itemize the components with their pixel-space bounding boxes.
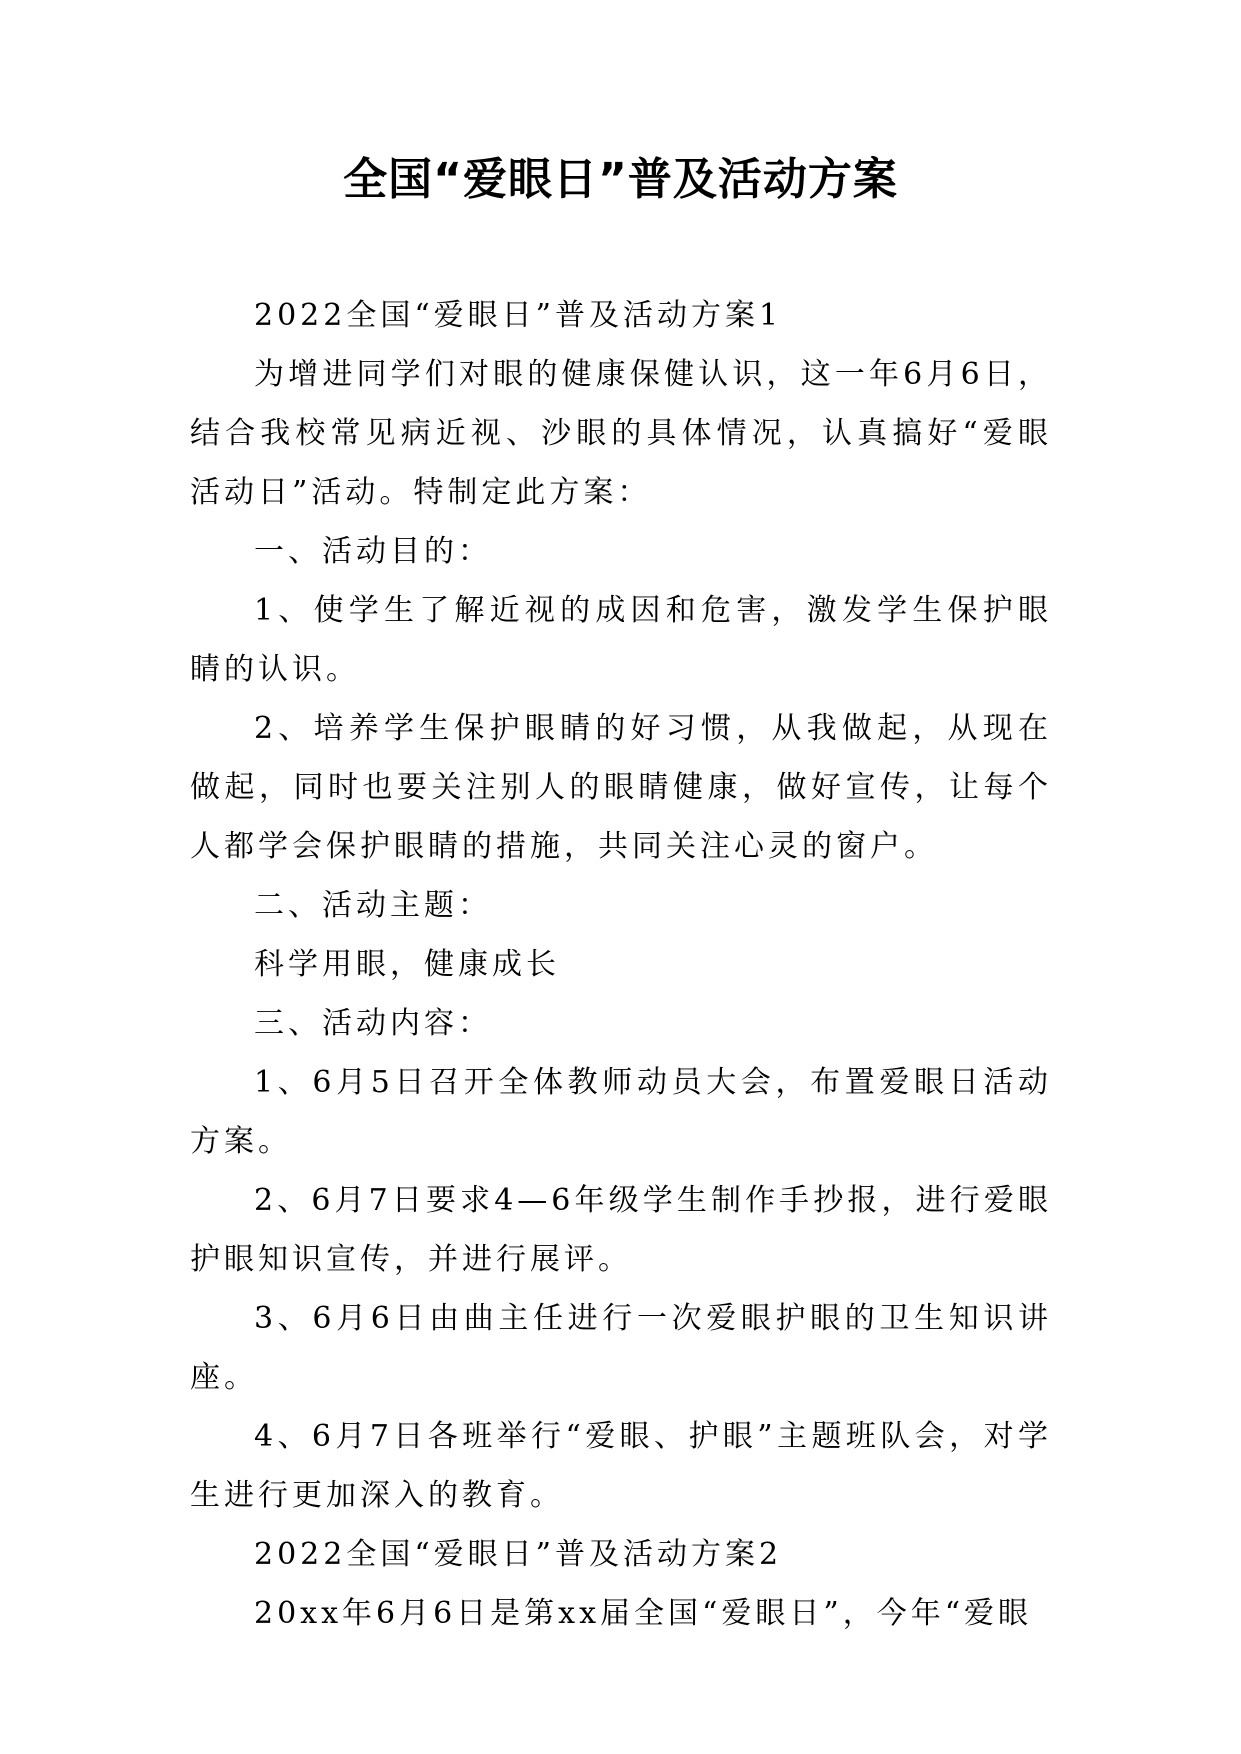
section-2-paragraph: 20xx年6月6日是第xx届全国“爱眼日”，今年“爱眼 — [254, 1596, 1033, 1631]
theme-text: 科学用眼，健康成长 — [254, 947, 560, 982]
content-item-1: 1、6月5日召开全体教师动员大会，布置爱眼日活动方案。 — [190, 1065, 1052, 1159]
goal-item-1: 1、使学生了解近视的成因和危害，激发学生保护眼睛的认识。 — [190, 593, 1052, 687]
goal-item-2: 2、培养学生保护眼睛的好习惯，从我做起，从现在做起，同时也要关注别人的眼睛健康，做好宣传，让每个人都学会保护眼睛的措施，共同关注心灵的窗户。 — [190, 711, 1052, 864]
intro-paragraph: 为增进同学们对眼的健康保健认识，这一年6月6日，结合我校常见病近视、沙眼的具体情况，认真搞好“爱眼活动日”活动。特制定此方案： — [190, 357, 1052, 510]
content-item-4: 4、6月7日各班举行“爱眼、护眼”主题班队会，对学生进行更加深入的教育。 — [190, 1419, 1052, 1513]
section-heading-1: 2022全国“爱眼日”普及活动方案1 — [254, 298, 783, 333]
document-title: 全国“爱眼日”普及活动方案 — [343, 154, 898, 205]
content-item-3: 3、6月6日由曲主任进行一次爱眼护眼的卫生知识讲座。 — [190, 1301, 1052, 1395]
section-heading-2: 2022全国“爱眼日”普及活动方案2 — [254, 1537, 783, 1572]
content-item-2: 2、6月7日要求4—6年级学生制作手抄报，进行爱眼护眼知识宣传，并进行展评。 — [190, 1183, 1052, 1277]
subheading-goals: 一、活动目的： — [254, 534, 492, 569]
subheading-content: 三、活动内容： — [254, 1006, 492, 1041]
document-body — [190, 286, 1052, 1643]
subheading-theme: 二、活动主题： — [254, 888, 492, 923]
